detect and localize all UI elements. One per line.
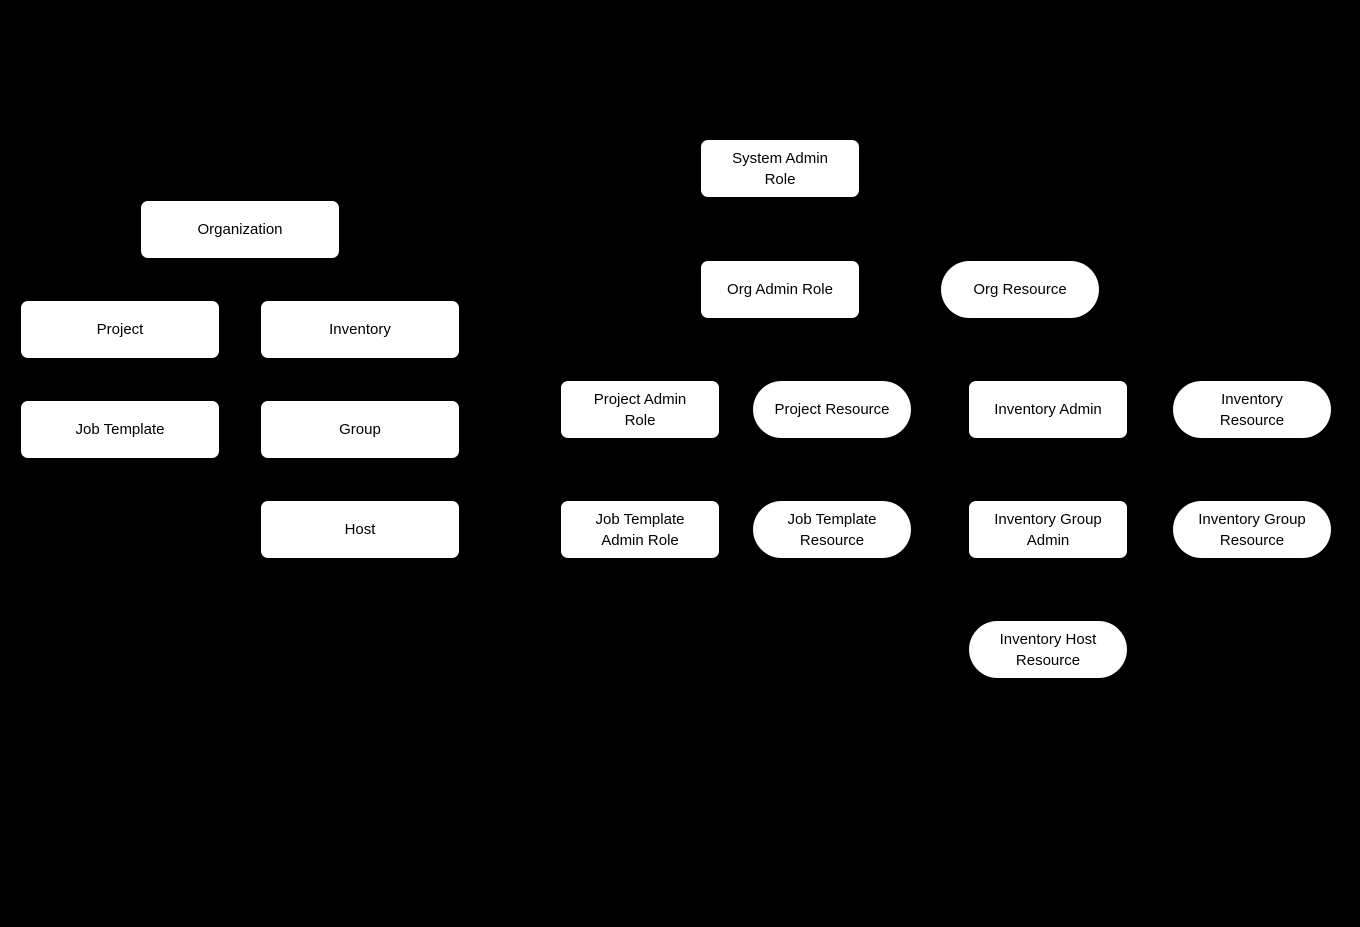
node-label-inventory-resource: Inventory Resource (1219, 390, 1285, 429)
node-job-template-resource (753, 501, 911, 558)
node-label-org-resource: Org Resource (973, 281, 1067, 298)
node-label-inventory-group-resource: Inventory Group Resource (1198, 510, 1306, 549)
node-label-host: Host (344, 521, 376, 538)
node-group (261, 401, 459, 458)
node-label-inventory: Inventory (329, 321, 391, 338)
node-inventory-group-resource (1173, 501, 1331, 558)
node-host (261, 501, 459, 558)
node-inventory-admin (969, 381, 1127, 438)
node-label-job-template-admin-role: Job Template Admin Role (595, 510, 685, 549)
node-org-resource (941, 261, 1099, 318)
node-label-job-template-resource: Job Template Resource (787, 510, 877, 549)
node-label-job-template: Job Template (75, 421, 165, 438)
node-job-template (21, 401, 219, 458)
node-label-project-resource: Project Resource (774, 401, 890, 418)
node-organization (141, 201, 339, 258)
node-label-inventory-group-admin: Inventory Group Admin (994, 510, 1102, 549)
node-inventory-host-resource (969, 621, 1127, 678)
node-label-organization: Organization (197, 221, 283, 238)
node-label-group: Group (339, 421, 381, 438)
node-label-org-admin-role: Org Admin Role (727, 281, 833, 298)
node-label-inventory-host-resource: Inventory Host Resource (999, 630, 1097, 669)
node-project-resource (753, 381, 911, 438)
node-project (21, 301, 219, 358)
node-label-project: Project (96, 321, 144, 338)
node-job-template-admin-role (561, 501, 719, 558)
node-project-admin-role (561, 381, 719, 438)
node-label-inventory-admin: Inventory Admin (994, 401, 1102, 418)
node-system-admin-role (701, 140, 859, 197)
node-label-system-admin-role: System Admin Role (732, 149, 828, 188)
node-inventory (261, 301, 459, 358)
node-org-admin-role (701, 261, 859, 318)
node-inventory-resource (1173, 381, 1331, 438)
node-label-project-admin-role: Project Admin Role (593, 390, 687, 429)
node-inventory-group-admin (969, 501, 1127, 558)
